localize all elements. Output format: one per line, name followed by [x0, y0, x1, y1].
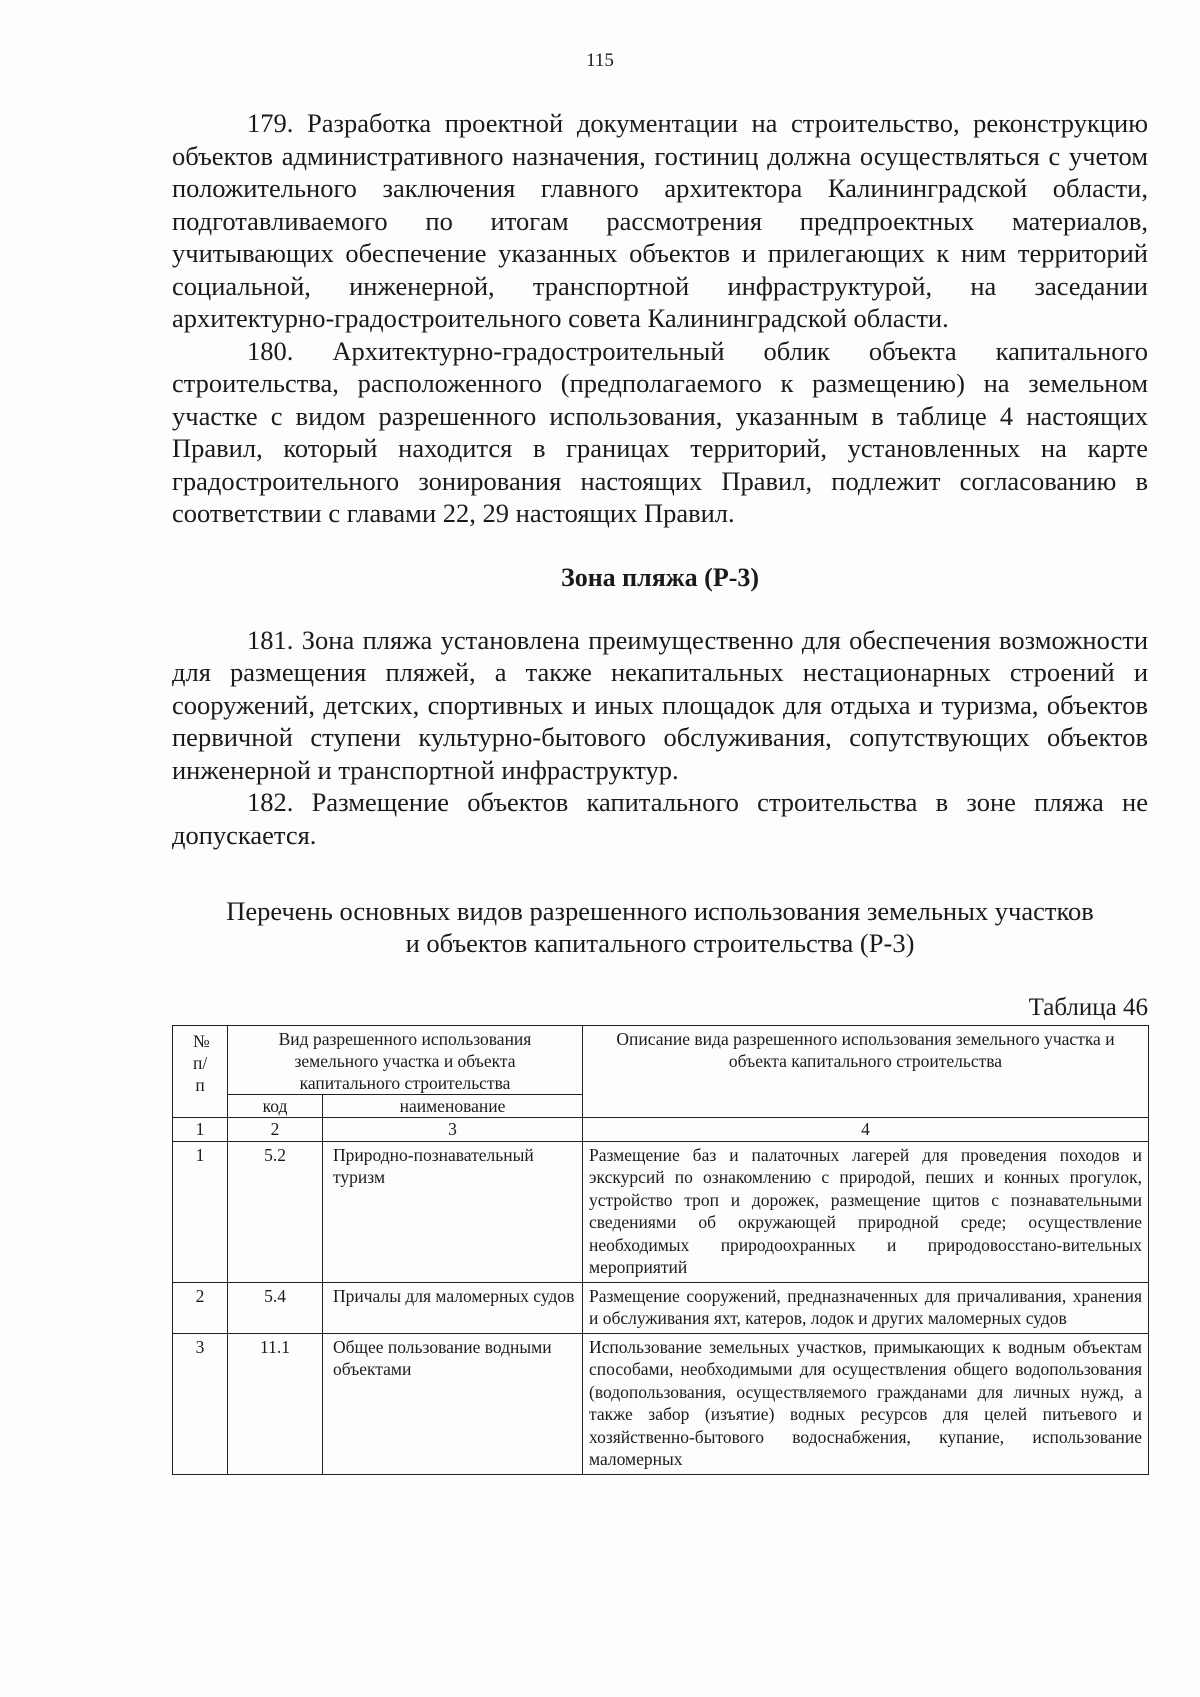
row-number: 2: [173, 1282, 228, 1333]
header-kind: Вид разрешенного использования земельного участка и объекта капитального строительства: [228, 1026, 583, 1095]
list-title-line2: и объектов капитального строительства (Р-3): [405, 928, 915, 958]
table-row: [173, 1141, 1149, 1282]
table-row: [173, 1282, 1149, 1333]
paragraph-181: 181. Зона пляжа установлена преимущественно для обеспечения возможности для размещения пляжей, а также некапитальных нестационарных строений и сооружений, детских, спортивных и иных площадок для отдыха и туризма, объектов первичной ступени культурно-бытового обслуживания, сопутствующих объектов инженерной и транспортной инфраструктур.: [172, 624, 1148, 785]
column-number: 2: [228, 1118, 323, 1142]
zone-heading: Зона пляжа (Р-3): [560, 562, 760, 592]
row-number: 1: [173, 1141, 228, 1282]
list-title: [172, 895, 1148, 959]
paragraph-179: 179. Разработка проектной документации на строительство, реконструкцию объектов административного назначения, гостиниц должна осуществляться с учетом положительного заключения главного архитектора Калининградской области, подготавливаемого по итогам рассмотрения предпроектных материалов, учитывающих обеспечение указанных объектов и прилегающих к ним территорий социальной, инженерной, транспортной инфраструктурой, на заседании архитектурно-градостроительного совета Калининградской области.: [172, 108, 1148, 333]
row-code: 5.2: [228, 1141, 323, 1282]
row-name: Природно-познавательный туризм: [323, 1141, 583, 1282]
column-number: 4: [583, 1118, 1149, 1142]
table-header-row: [173, 1026, 1149, 1095]
page-number: 115: [586, 50, 614, 71]
row-name: Причалы для маломерных судов: [323, 1282, 583, 1333]
column-number: 3: [323, 1118, 583, 1142]
header-name: наименование: [323, 1095, 583, 1118]
table-row: [173, 1333, 1149, 1474]
row-description: Размещение сооружений, предназначенных для причаливания, хранения и обслуживания яхт, катеров, лодок и других маломерных судов: [583, 1282, 1149, 1333]
column-number-row: [173, 1118, 1149, 1142]
header-description: Описание вида разрешенного использования земельного участка и объекта капитального строительства: [583, 1026, 1149, 1118]
row-description: Размещение баз и палаточных лагерей для проведения походов и экскурсий по ознакомлению с природой, пеших и конных прогулок, устройство троп и дорожек, размещение щитов с познавательными сведениями об окружающей природной среде; осуществление необходимых природоохранных и природовосстано-вительных мероприятий: [583, 1141, 1149, 1282]
row-code: 11.1: [228, 1333, 323, 1474]
row-description: Использование земельных участков, примыкающих к водным объектам способами, необходимыми для осуществления общего водопользования (водопользования, осуществляемого гражданами для личных нужд, а также забор (изъятие) водных ресурсов для целей питьевого и хозяйственно-бытового водоснабжения, купание, использование маломерных: [583, 1333, 1149, 1474]
document-body: [172, 107, 1148, 1475]
permitted-use-table: [172, 1025, 1149, 1475]
header-code: код: [228, 1095, 323, 1118]
list-title-line1: Перечень основных видов разрешенного использования земельных участков: [226, 896, 1094, 926]
paragraph-182: 182. Размещение объектов капитального строительства в зоне пляжа не допускается.: [172, 787, 1148, 850]
row-name: Общее пользование водными объектами: [323, 1333, 583, 1474]
column-number: 1: [173, 1118, 228, 1142]
table-caption: Таблица 46: [1028, 994, 1148, 1021]
header-num: № п/п: [173, 1026, 228, 1118]
row-code: 5.4: [228, 1282, 323, 1333]
paragraph-180: 180. Архитектурно-градостроительный облик объекта капитального строительства, расположенного (предполагаемого к размещению) на земельном участке с видом разрешенного использования, указанным в таблице 4 настоящих Правил, который находится в границах территорий, установленных на карте градостроительного зонирования настоящих Правил, подлежит согласованию в соответствии с главами 22, 29 настоящих Правил.: [172, 335, 1148, 528]
row-number: 3: [173, 1333, 228, 1474]
